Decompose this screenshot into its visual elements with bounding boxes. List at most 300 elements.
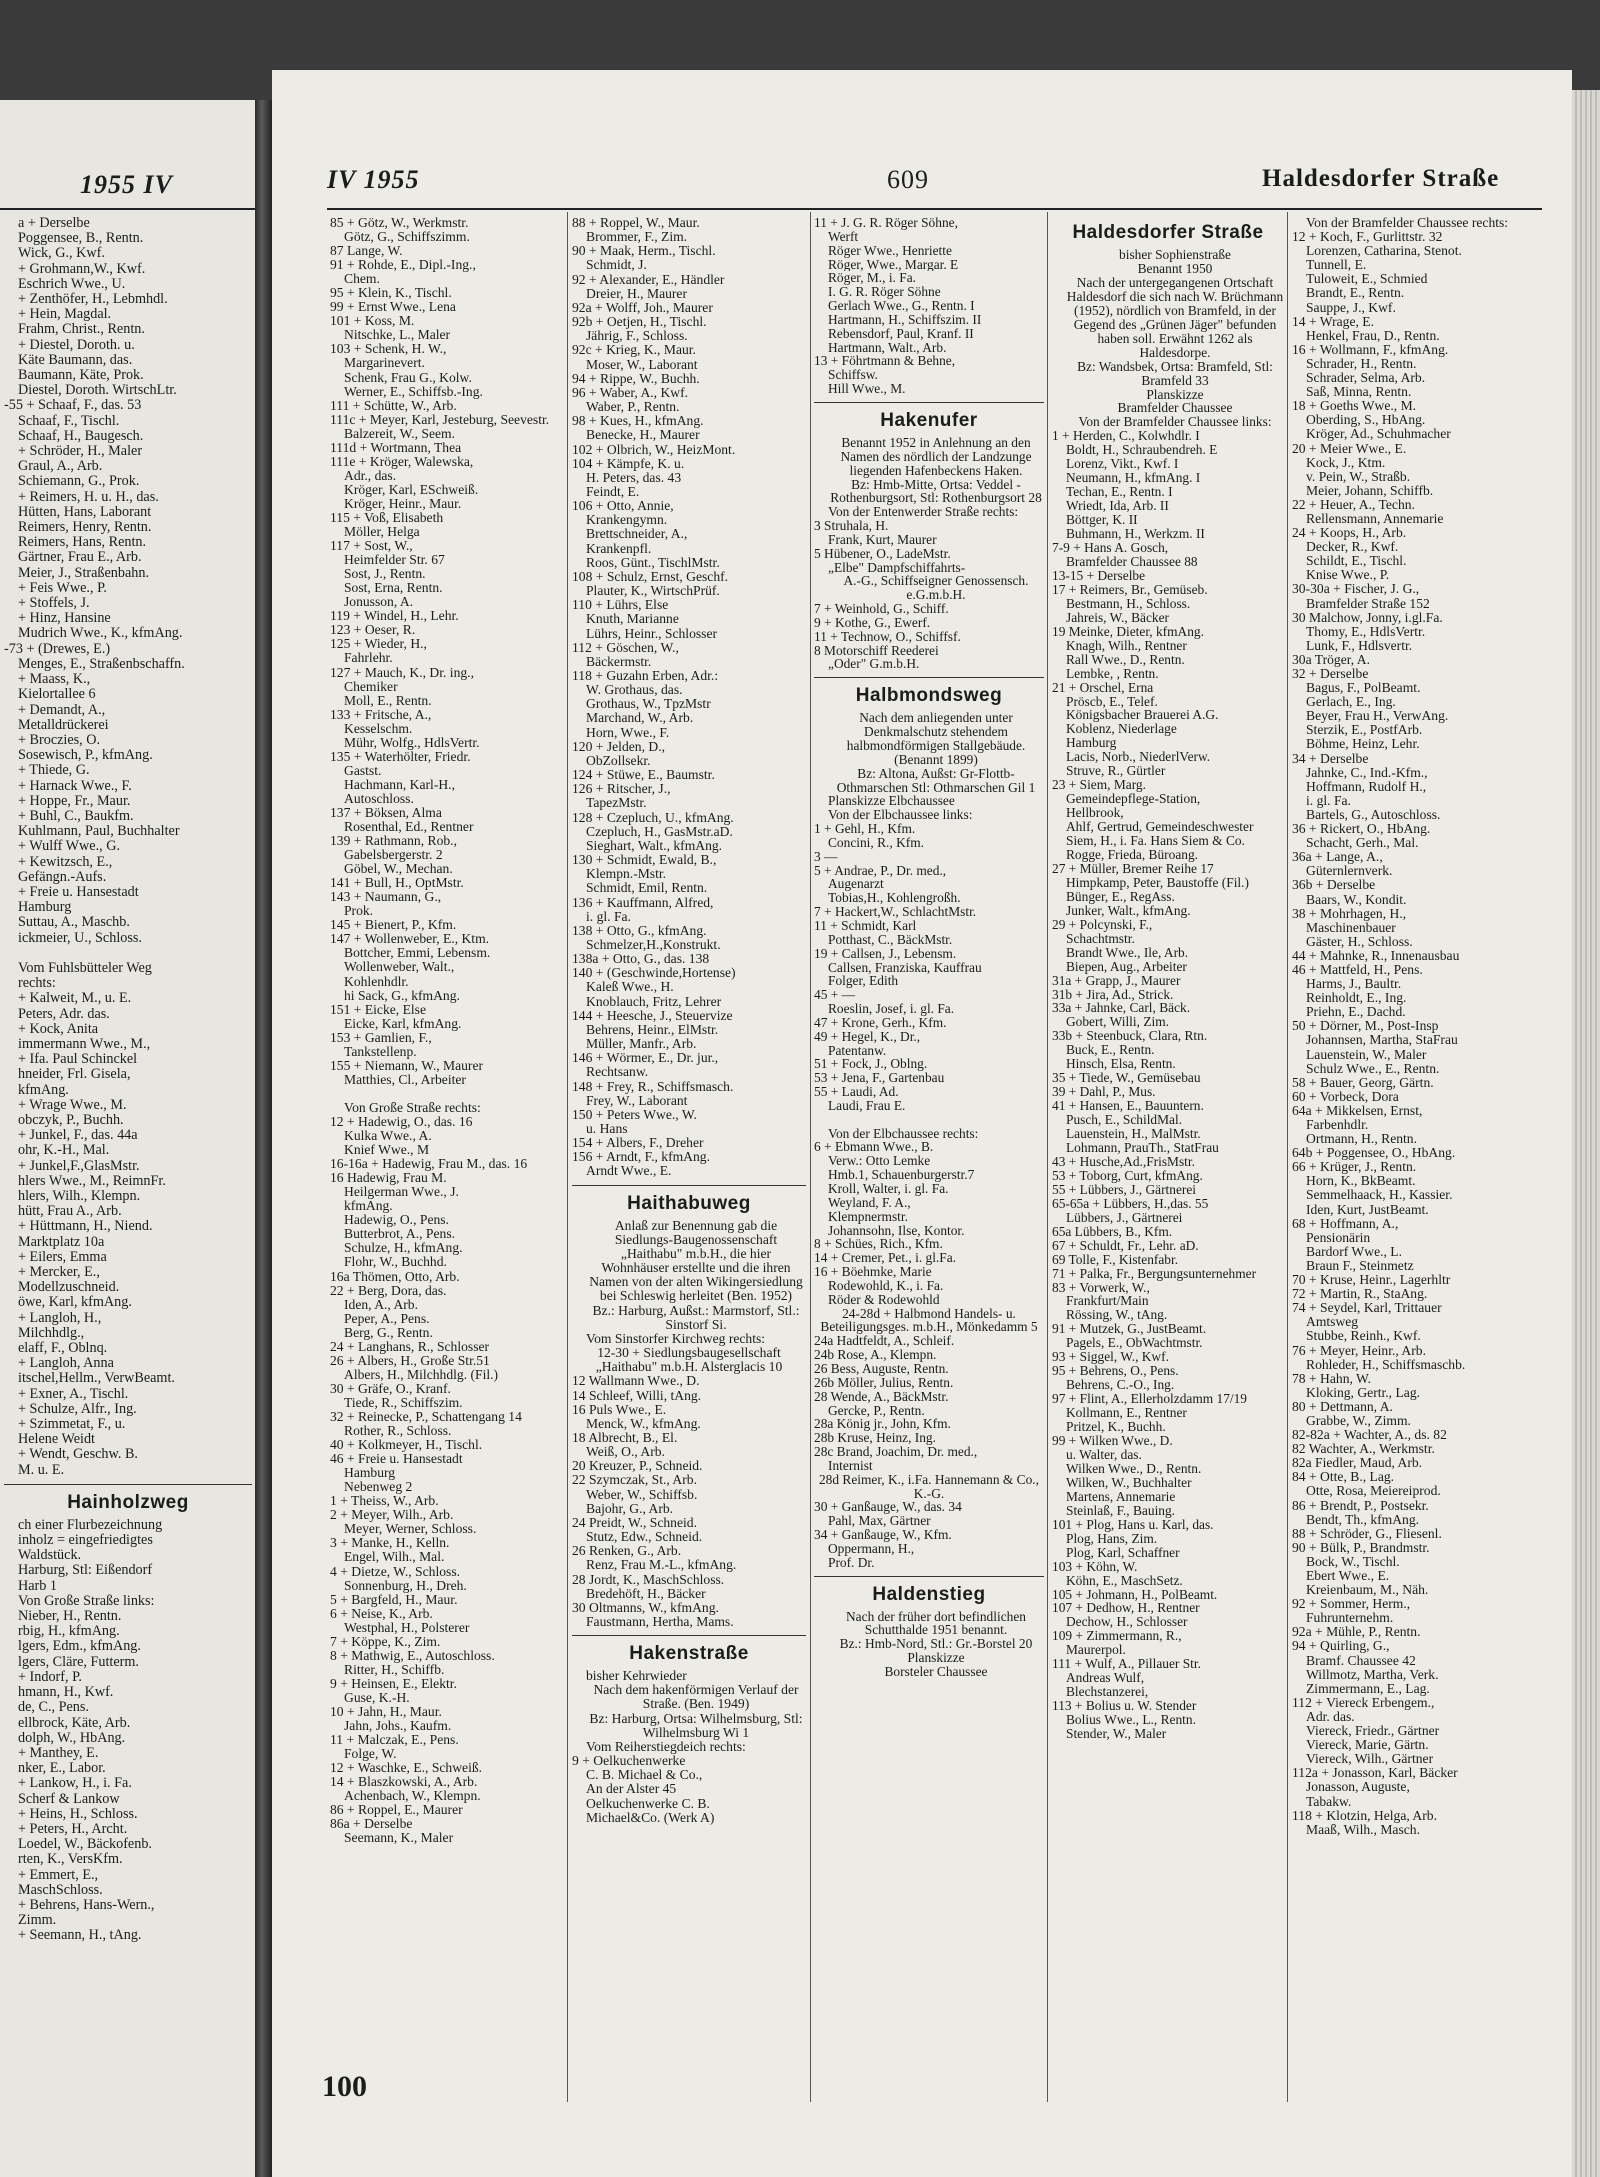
entry-line: Maaß, Wilh., Masch. <box>1306 1822 1420 1837</box>
description-line: 9 + Oelkuchenwerke <box>572 1754 686 1769</box>
entry-line: Waldstück. <box>18 1548 82 1564</box>
description-line: Bz: Harburg, Ortsa: Wilhelmsburg, Stl: Wilhelmsburg Wi 1 <box>589 1711 803 1740</box>
entry-line: 87 Lange, W. <box>330 244 403 259</box>
entry-line: 108 + Schulz, Ernst, Geschf. <box>572 569 729 584</box>
entry-line: Milchhdlg., <box>18 1325 85 1341</box>
entry-line: Rössing, W., tAng. <box>1066 1308 1168 1323</box>
description-line: 9 + Kothe, G., Ewerf. <box>814 615 931 630</box>
entry-line: Hellbrook, <box>1066 806 1124 821</box>
description-line: „Elbe" Dampfschiffahrts- <box>828 560 966 575</box>
entry-line: 32 + Derselbe <box>1292 667 1369 681</box>
entry-line: Modellzuschneid. <box>18 1280 120 1296</box>
description-line: Tobias,H., Kohlengroßh. <box>828 891 961 906</box>
entry-line: Von Große Straße links: <box>18 1593 155 1609</box>
entry-line: + Langloh, H., <box>18 1310 102 1326</box>
entry-line: H. Peters, das. 43 <box>586 470 682 485</box>
entry-line: 74 + Seydel, Karl, Trittauer <box>1292 1301 1442 1316</box>
entry-line: 14 + Blaszkowski, A., Arb. <box>330 1775 478 1790</box>
entry-line: Boldt, H., Schraubendreh. E <box>1066 443 1218 458</box>
entry-line: 120 + Jelden, D., <box>572 739 665 754</box>
entry-line: 24 + Langhans, R., Schlosser <box>330 1339 490 1354</box>
description-line: Nach der untergegangenen Ortschaft Haldesdorf die sich nach W. Brüchmann (1952), nördlich von Bramfeld, in der Gegend des „Grünen Jäger" befunden haben soll. Erwähnt 1262 als Haldesdorpe. <box>1066 275 1284 360</box>
street-heading-halbmondsweg: Halbmondsweg <box>855 685 1003 707</box>
description-line: Planskizze <box>1146 387 1204 402</box>
description-line: Internist <box>828 1458 873 1473</box>
entry-line: Lorenz, Vikt., Kwf. I <box>1066 457 1179 472</box>
entry-line: Knoblauch, Fritz, Lehrer <box>586 994 722 1009</box>
entry-line: 145 + Bienert, P., Kfm. <box>330 918 457 933</box>
description-line: 55 + Laudi, Ad. <box>814 1085 899 1099</box>
entry-line: kfmAng. <box>344 1199 393 1214</box>
entry-line: + Indorf, P. <box>18 1669 82 1685</box>
entry-line: Lührs, Heinr., Schlosser <box>586 626 718 641</box>
entry-line: + Stoffels, J. <box>18 596 90 612</box>
entry-line: Baars, W., Kondit. <box>1306 892 1407 907</box>
entry-line: Hartmann, H., Schiffszim. II <box>828 312 982 327</box>
description-line: 7 + Weinhold, G., Schiff. <box>814 602 949 616</box>
entry-line: 3 + Manke, H., Kelln. <box>330 1536 450 1551</box>
entry-line: 156 + Arndt, F., kfmAng. <box>572 1150 710 1165</box>
left-column <box>4 216 252 1944</box>
entry-line: Mudrich Wwe., K., kfmAng. <box>18 626 183 642</box>
entry-line: Rother, R., Schloss. <box>344 1424 452 1439</box>
entry-line: 64a + Mikkelsen, Ernst, <box>1292 1103 1423 1118</box>
entry-line: Steinlaß, F., Bauing. <box>1066 1503 1176 1518</box>
description-line: 53 + Jena, F., Gartenbau <box>814 1071 945 1086</box>
entry-line: 4 + Dietze, W., Schloss. <box>330 1564 461 1579</box>
description-line: Weber, W., Schiffsb. <box>586 1487 698 1502</box>
entry-line: 50 + Dörner, M., Post-Insp <box>1292 1019 1439 1034</box>
entry-line: 101 + Koss, M. <box>330 314 415 329</box>
entry-line: Viereck, Wilh., Gärtner <box>1306 1752 1434 1767</box>
entry-line: + Wendt, Geschw. B. <box>18 1447 138 1463</box>
description-line: Planskizze Elbchaussee <box>828 794 955 809</box>
entry-line: + Schulze, Alfr., Ing. <box>18 1401 137 1417</box>
description-line: „Oder" G.m.b.H. <box>828 657 920 672</box>
entry-line: 153 + Gamlien, F., <box>330 1030 432 1045</box>
entry-line: Sauppe, J., Kwf. <box>1306 300 1396 315</box>
col-divider-1 <box>567 212 568 2102</box>
description-line: 6 + Ebmann Wwe., B. <box>814 1140 934 1155</box>
entry-line: 30a Tröger, A. <box>1292 652 1371 667</box>
entry-line: 64b + Poggensee, O., HbAng. <box>1292 1146 1456 1161</box>
entry-line: 29 + Polcynski, F., <box>1052 917 1153 932</box>
entry-line: Schrader, Selma, Arb. <box>1306 371 1426 386</box>
entry-line: Kaleß Wwe., H. <box>586 980 674 995</box>
entry-line: 99 + Wilken Wwe., D. <box>1052 1434 1173 1448</box>
entry-line: Decker, R., Kwf. <box>1306 540 1399 555</box>
entry-line: 30 + Gräfe, O., Kranf. <box>330 1381 451 1396</box>
entry-line: 102 + Olbrich, W., HeizMont. <box>572 442 736 457</box>
description-line: 8 Motorschiff Reederei <box>814 643 939 658</box>
entry-line: Schaaf, H., Baugesch. <box>18 428 144 444</box>
entry-line: dolph, W., HbAng. <box>18 1730 126 1746</box>
entry-line: Schiemann, G., Prok. <box>18 474 140 490</box>
entry-line: 36b + Derselbe <box>1292 878 1376 893</box>
entry-line: Zimm. <box>18 1913 57 1929</box>
section-rule <box>4 1484 252 1485</box>
entry-line: + Heins, H., Schloss. <box>18 1806 138 1822</box>
entry-line: 95 + Behrens, O., Pens. <box>1052 1364 1179 1379</box>
entry-line: Hütten, Hans, Laborant <box>18 504 152 520</box>
entry-line: ellbrock, Käte, Arb. <box>18 1715 131 1731</box>
entry-line: 20 + Meier Wwe., E. <box>1292 441 1407 456</box>
entry-line: Frey, W., Laborant <box>586 1093 688 1108</box>
entry-line: Lembke, , Rentn. <box>1066 666 1159 681</box>
entry-line: + Hüttmann, H., Niend. <box>18 1219 153 1235</box>
entry-line: 14 + Wrage, E. <box>1292 314 1374 329</box>
description-line: 3 Struhala, H. <box>814 519 889 533</box>
bottom-page-number: 100 <box>322 2070 367 2103</box>
entry-line: + Ifa. Paul Schinckel <box>18 1052 138 1068</box>
entry-line: Knief Wwe., M <box>344 1143 430 1158</box>
description-line: 11 + Schmidt, Karl <box>814 918 917 933</box>
description-line: 30 + Ganßauge, W., das. 34 <box>814 1500 962 1515</box>
section-rule <box>572 1185 806 1186</box>
entry-line: 6 + Neise, K., Arb. <box>330 1606 433 1621</box>
entry-line: Brettschneider, A., <box>586 527 688 542</box>
entry-line: Kesselschm. <box>344 721 413 736</box>
description-line: Potthast, C., BäckMstr. <box>828 932 953 947</box>
entry-line: 104 + Kämpfe, K. u. <box>572 456 685 471</box>
entry-line: + Reimers, H. u. H., das. <box>18 489 159 505</box>
street-heading-hakenufer: Hakenufer <box>880 409 978 431</box>
description-line: Planskizze <box>907 1651 965 1665</box>
entry-line: 112 + Göschen, W., <box>572 640 679 655</box>
entry-line: Autoschloss. <box>344 791 414 806</box>
entry-line: Hinsch, Elsa, Rentn. <box>1066 1057 1176 1072</box>
entry-line: 126 + Ritscher, J., <box>572 782 671 797</box>
entry-line: Bagus, F., PolBeamt. <box>1306 681 1421 696</box>
entry-line: 94 + Rippe, W., Buchh. <box>572 371 700 386</box>
entry-line: 19 Meinke, Dieter, kfmAng. <box>1052 624 1204 639</box>
description-line: Von der Elbchaussee rechts: <box>828 1126 979 1141</box>
entry-line: Reimers, Henry, Rentn. <box>18 520 152 536</box>
entry-line: Röger, Wwe., Margar. E <box>828 257 959 272</box>
entry-line: Schulz Wwe., E., Rentn. <box>1306 1061 1440 1076</box>
entry-line: 151 + Eicke, Else <box>330 1002 426 1017</box>
entry-line: Kröger, Ad., Schuhmacher <box>1306 427 1451 442</box>
entry-line: 144 + Heesche, J., Steuervize <box>572 1008 733 1023</box>
column-1 <box>330 216 564 1845</box>
entry-line: Böhme, Heinz, Lehr. <box>1306 737 1420 752</box>
entry-line: Dreier, H., Maurer <box>586 286 687 301</box>
entry-line: Poggensee, B., Rentn. <box>18 231 144 247</box>
entry-line: Braun F., Steinmetz <box>1306 1258 1414 1273</box>
description-line: Bz.: Harburg, Außst.: Marmstorf, Stl.: Sinstorf Si. <box>592 1303 800 1332</box>
entry-line: Lacis, Norb., NiederlVerw. <box>1066 750 1211 765</box>
entry-line: Brandt, E., Rentn. <box>1306 286 1405 301</box>
entry-line: 92c + Krieg, K., Maur. <box>572 343 696 358</box>
entry-line: 30-30a + Fischer, J. G., <box>1292 582 1420 597</box>
entry-line: Rellensmann, Annemarie <box>1306 511 1444 526</box>
entry-line: Loedel, W., Bäckofenb. <box>18 1837 152 1853</box>
entry-line: Schacht, Gerh., Mal. <box>1306 836 1419 851</box>
entry-line: Tunnell, E. <box>1306 258 1367 273</box>
entry-line: Horn, K., BkBeamt. <box>1306 1174 1416 1189</box>
description-line: 7 + Hackert,W., SchlachtMstr. <box>814 905 977 919</box>
entry-line: Bramf. Chaussee 42 <box>1306 1653 1416 1668</box>
entry-line: Bottcher, Emmi, Lebensm. <box>344 946 491 961</box>
entry-line: lgers, Cläre, Futterm. <box>18 1654 139 1670</box>
entry-line: 101 + Plog, Hans u. Karl, das. <box>1052 1517 1214 1532</box>
entry-line: Rechtsanw. <box>586 1065 649 1080</box>
description-line: Klempnermstr. <box>828 1209 908 1224</box>
entry-line: 118 + Klotzin, Helga, Arb. <box>1292 1808 1437 1823</box>
entry-line: Maschinenbauer <box>1306 920 1396 935</box>
entry-line: Heilgerman Wwe., J. <box>344 1185 459 1200</box>
entry-line: 36 + Rickert, O., HbAng. <box>1292 822 1431 837</box>
entry-line: nker, E., Labor. <box>18 1761 106 1777</box>
entry-line: + Harnack Wwe., F. <box>18 778 132 794</box>
entry-line: + Zenthöfer, H., Lebmhdl. <box>18 292 168 308</box>
description-line: 26 Bess, Auguste, Rentn. <box>814 1361 949 1376</box>
entry-line: Butterbrot, A., Pens. <box>344 1227 456 1242</box>
entry-line: Junker, Walt., kfmAng. <box>1066 903 1191 918</box>
entry-line: Bartels, G., Autoschloss. <box>1306 807 1441 822</box>
entry-line: 67 + Schuldt, Fr., Lehr. aD. <box>1052 1238 1199 1253</box>
entry-line: + Eilers, Emma <box>18 1249 107 1265</box>
entry-line: 83 + Vorwerk, W., <box>1052 1280 1150 1295</box>
entry-line: 10 + Jahn, H., Maur. <box>330 1704 442 1719</box>
entry-line: + Exner, A., Tischl. <box>18 1386 129 1402</box>
left-head-rule <box>0 208 255 210</box>
entry-line: Rogge, Frieda, Büroang. <box>1066 847 1199 862</box>
entry-line: Schiffsw. <box>828 368 878 383</box>
entry-line: Plauter, K., WirtschPrüf. <box>586 584 720 599</box>
col-divider-4 <box>1287 212 1288 2102</box>
entry-line: Hachmann, Karl-H., <box>344 777 455 792</box>
entry-line: Schmidt, J. <box>586 258 647 273</box>
entry-line: Bock, W., Tischl. <box>1306 1554 1400 1569</box>
entry-line: Sost, Erna, Rentn. <box>344 581 443 596</box>
entry-line: 135 + Waterhölter, Friedr. <box>330 749 471 764</box>
description-line: Frank, Kurt, Maurer <box>828 532 937 547</box>
entry-line: Pagels, E., ObWachtmstr. <box>1066 1336 1203 1351</box>
entry-line: 92a + Mühle, P., Rentn. <box>1292 1625 1421 1640</box>
entry-line: M. u. E. <box>18 1462 65 1478</box>
entry-line: Amtsweg <box>1306 1315 1359 1330</box>
entry-line: -55 + Schaaf, F., das. 53 <box>4 398 142 414</box>
entry-line: Iden, Kurt, JustBeamt. <box>1306 1202 1429 1217</box>
description-line: 51 + Fock, J., Oblng. <box>814 1057 928 1072</box>
entry-line: Grabbe, W., Zimm. <box>1306 1413 1411 1428</box>
description-line: 47 + Krone, Gerh., Kfm. <box>814 1015 947 1030</box>
entry-line: Schaaf, F., Tischl. <box>18 413 120 429</box>
entry-line: 65a Lübbers, B., Kfm. <box>1052 1224 1173 1239</box>
entry-line: Frahm, Christ., Rentn. <box>18 322 145 338</box>
entry-line: Horn, Wwe., F. <box>586 725 670 740</box>
entry-line: Schulze, H., kfmAng. <box>344 1241 463 1256</box>
entry-line: Ortmann, H., Rentn. <box>1306 1132 1418 1147</box>
description-line: 24a Hadtfeldt, A., Schleif. <box>814 1334 955 1349</box>
entry-line: 16 Hadewig, Frau M. <box>330 1171 447 1186</box>
entry-line: Kreienbaum, M., Näh. <box>1306 1583 1429 1598</box>
entry-line: 9 + Heinsen, E., Elektr. <box>330 1676 457 1691</box>
entry-line: + Seemann, H., tAng. <box>18 1928 142 1944</box>
entry-line: Lorenzen, Catharina, Stenot. <box>1306 244 1462 259</box>
entry-line: 150 + Peters Wwe., W. <box>572 1107 697 1122</box>
entry-line: Knagh, Wilh., Rentner <box>1066 638 1187 653</box>
entry-line: Hartmann, Walt., Arb. <box>828 340 947 355</box>
entry-line: Gobert, Willi, Zim. <box>1066 1015 1169 1030</box>
entry-line: 90 + Maak, Herm., Tischl. <box>572 244 716 259</box>
entry-line: + Lankow, H., i. Fa. <box>18 1776 132 1792</box>
entry-line: Metalldrückerei <box>18 717 109 733</box>
entry-line: Meier, J., Straßenbahn. <box>18 565 150 581</box>
entry-line: 30 Malchow, Jonny, i.gl.Fa. <box>1292 610 1443 625</box>
entry-line: Behrens, C.-O., Ing. <box>1066 1378 1175 1393</box>
entry-line: rten, K., VersKfm. <box>18 1852 123 1868</box>
entry-line: + Broczies, O. <box>18 732 101 748</box>
entry-line: + Diestel, Doroth. u. <box>18 337 135 353</box>
description-line: bisher Kehrwieder <box>586 1669 687 1684</box>
description-line: Faustmann, Hertha, Mams. <box>586 1615 734 1629</box>
entry-line: u. Hans <box>586 1122 628 1136</box>
entry-line: Bendt, Th., kfmAng. <box>1306 1512 1420 1527</box>
entry-line: 35 + Tiede, W., Gemüsebau <box>1052 1071 1201 1086</box>
entry-line: Wriedt, Ida, Arb. II <box>1066 499 1169 514</box>
entry-line: itschel,Hellm., VerwBeamt. <box>18 1371 175 1387</box>
entry-line: Kröger, Heinr., Maur. <box>344 496 462 511</box>
entry-line: Lauenstein, H., MalMstr. <box>1066 1127 1201 1141</box>
entry-line: 82 Wachter, A., Werkmstr. <box>1292 1442 1435 1457</box>
description-line: 12-30 + Siedlungsbaugesellschaft „Haithabu" m.b.H. Alsterglacis 10 <box>595 1346 783 1375</box>
entry-line: + Grohmann,W., Kwf. <box>18 261 146 277</box>
entry-line: 127 + Mauch, K., Dr. ing., <box>330 665 474 680</box>
entry-line: Tuloweit, E., Schmied <box>1306 272 1428 287</box>
entry-line: Willmotz, Martha, Verk. <box>1306 1667 1439 1682</box>
description-line: Pahl, Max, Gärtner <box>828 1514 931 1529</box>
description-line: Anlaß zur Benennung gab die Siedlungs-Baugenossenschaft „Haithabu" m.b.H., die hier Wohnhäuser erstellte und die ihren Namen von der alten Wikingersiedlung bei Schleswig herleitet (Ben. 1952) <box>589 1218 803 1304</box>
description-line: 28d Reimer, K., i.Fa. Hannemann & Co., K.-G. <box>818 1472 1039 1501</box>
entry-line: Königsbacher Brauerei A.G. <box>1066 708 1219 723</box>
entry-line: Müller, Manfr., Arb. <box>586 1037 697 1052</box>
entry-line: Rosenthal, Ed., Rentner <box>344 820 474 835</box>
entry-line: 12 + Koch, F., Gurlittstr. 32 <box>1292 230 1443 245</box>
entry-line: Adr. das. <box>1306 1709 1355 1724</box>
entry-line: Kohlenhdlr. <box>344 974 409 989</box>
entry-line: inholz = eingefriedigtes <box>18 1533 153 1549</box>
entry-line: Lübbers, J., Gärtnerei <box>1066 1210 1183 1225</box>
description-line: 49 + Hegel, K., Dr., <box>814 1029 921 1044</box>
description-line: Bz: Hmb-Mitte, Ortsa: Veddel - Rothenburgsort, Stl: Rothenburgsort 28 <box>830 477 1042 506</box>
entry-line: Biepen, Aug., Arbeiter <box>1066 959 1187 974</box>
description-line: 26b Möller, Julius, Rentn. <box>814 1375 954 1390</box>
entry-line: MaschSchloss. <box>18 1882 103 1898</box>
entry-line: Gärtner, Frau E., Arb. <box>18 550 142 566</box>
entry-line: Plog, Hans, Zim. <box>1066 1531 1158 1546</box>
entry-line: ObZollsekr. <box>586 753 651 768</box>
entry-line: 118 + Guzahn Erben, Adr.: <box>572 669 719 683</box>
description-line: Johannsohn, Ilse, Kontor. <box>828 1223 965 1238</box>
entry-line: Rohleder, H., Schiffsmaschb. <box>1306 1357 1466 1372</box>
description-line: Verw.: Otto Lemke <box>828 1154 931 1169</box>
entry-line: 138 + Otto, G., kfmAng. <box>572 923 707 938</box>
entry-line: Peper, A., Pens. <box>344 1311 430 1326</box>
entry-line: Bäckermstr. <box>586 654 652 669</box>
entry-line: Priehn, E., Dachd. <box>1306 1005 1406 1020</box>
entry-line: Schenk, Frau G., Kolw. <box>344 370 472 385</box>
description-line: Vom Reiherstiegdeich rechts: <box>586 1739 746 1754</box>
column-2 <box>572 216 806 1825</box>
entry-line: hmann, H., Kwf. <box>18 1685 114 1701</box>
entry-line: Techan, E., Rentn. I <box>1066 485 1173 500</box>
entry-line: Koblenz, Niederlage <box>1066 722 1177 737</box>
entry-line: Jahnke, C., Ind.-Kfm., <box>1306 765 1428 780</box>
entry-line: Bestmann, H., Schloss. <box>1066 596 1191 611</box>
entry-line: + Schröder, H., Maler <box>18 444 143 460</box>
entry-line: 130 + Schmidt, Ewald, B., <box>572 853 717 868</box>
entry-line: Rall Wwe., D., Rentn. <box>1066 652 1185 667</box>
entry-line: Schmelzer,H.,Konstrukt. <box>586 937 721 952</box>
entry-line: Hamburg <box>344 1466 396 1481</box>
entry-line: Köhn, E., MaschSetz. <box>1066 1573 1183 1588</box>
entry-line: ohr, K.-H., Mal. <box>18 1143 110 1159</box>
entry-line: 65-65a + Lübbers, H.,das. 55 <box>1052 1196 1209 1211</box>
entry-line: Gefängn.-Aufs. <box>18 869 107 885</box>
entry-line: + Hinz, Hansine <box>18 611 111 627</box>
entry-line: -73 + (Drewes, E.) <box>4 641 111 657</box>
book-gutter <box>255 100 272 2177</box>
entry-line: 72 + Martin, R., StaAng. <box>1292 1287 1428 1302</box>
entry-line: 82a Fiedler, Maud, Arb. <box>1292 1456 1423 1471</box>
entry-line: Siem, H., i. Fa. Hans Siem & Co. <box>1066 834 1245 848</box>
description-line: Oppermann, H., <box>828 1541 915 1556</box>
entry-line: Eschrich Wwe., U. <box>18 276 126 292</box>
entry-line: 40 + Kolkmeyer, H., Tischl. <box>330 1438 483 1453</box>
entry-line: 92 + Alexander, E., Händler <box>572 272 725 287</box>
entry-line: Pritzel, K., Buchh. <box>1066 1420 1166 1435</box>
entry-line: Güternlernverk. <box>1306 864 1393 879</box>
description-line: Menck, W., kfmAng. <box>586 1416 701 1431</box>
entry-line: Sonnenburg, H., Dreh. <box>344 1578 467 1593</box>
street-heading-haldenstieg: Haldenstieg <box>872 1583 986 1605</box>
entry-line: Flohr, W., Buchhd. <box>344 1255 447 1270</box>
entry-line: 18 + Goeths Wwe., M. <box>1292 399 1417 414</box>
entry-line: 55 + Lübbers, J., Gärtnerei <box>1052 1182 1197 1197</box>
entry-line: Lunk, F., Hdlsvertr. <box>1306 638 1413 653</box>
entry-line: Kollmann, E., Rentner <box>1066 1406 1187 1421</box>
entry-line: + Behrens, Hans-Wern., <box>18 1897 155 1913</box>
entry-line: Margarinevert. <box>344 356 425 371</box>
entry-line: 85 + Götz, W., Werkmstr. <box>330 216 469 230</box>
entry-line: Wollenweber, Walt., <box>344 960 455 975</box>
description-line: 14 Schleef, Willi, tAng. <box>572 1388 702 1403</box>
description-line: bisher Sophienstraße <box>1119 248 1231 262</box>
description-line: Roeslin, Josef, i. gl. Fa. <box>828 1002 955 1016</box>
entry-line: Plog, Karl, Schaffner <box>1066 1545 1180 1560</box>
entry-line: Jährig, F., Schloss. <box>586 329 688 344</box>
entry-line: Mühr, Wolfg., HdlsVertr. <box>344 735 480 750</box>
entry-line: Knise Wwe., P. <box>1306 568 1390 583</box>
entry-line: Guse, K.-H. <box>344 1690 410 1705</box>
entry-line: + Demandt, A., <box>18 702 106 718</box>
entry-line: 113 + Bolius u. W. Stender <box>1052 1699 1197 1714</box>
description-line <box>814 1113 1044 1127</box>
entry-line: Möller, Helga <box>344 525 420 540</box>
entry-line: u. Walter, das. <box>1066 1447 1142 1462</box>
entry-line: 147 + Wollenweber, E., Ktm. <box>330 932 490 947</box>
entry-line: + Maass, K., <box>18 672 91 688</box>
entry-line: Tiede, R., Schiffszim. <box>344 1395 463 1410</box>
entry-line: 68 + Hoffmann, A., <box>1292 1216 1399 1231</box>
entry-line: 58 + Bauer, Georg, Gärtn. <box>1292 1075 1434 1090</box>
entry-line: Stubbe, Reinh., Kwf. <box>1306 1329 1421 1344</box>
entry-line: 16 + Wollmann, F., kfmAng. <box>1292 342 1449 357</box>
section-rule <box>572 1635 806 1636</box>
description-line: 14 + Cremer, Pet., i. gl.Fa. <box>814 1251 957 1266</box>
